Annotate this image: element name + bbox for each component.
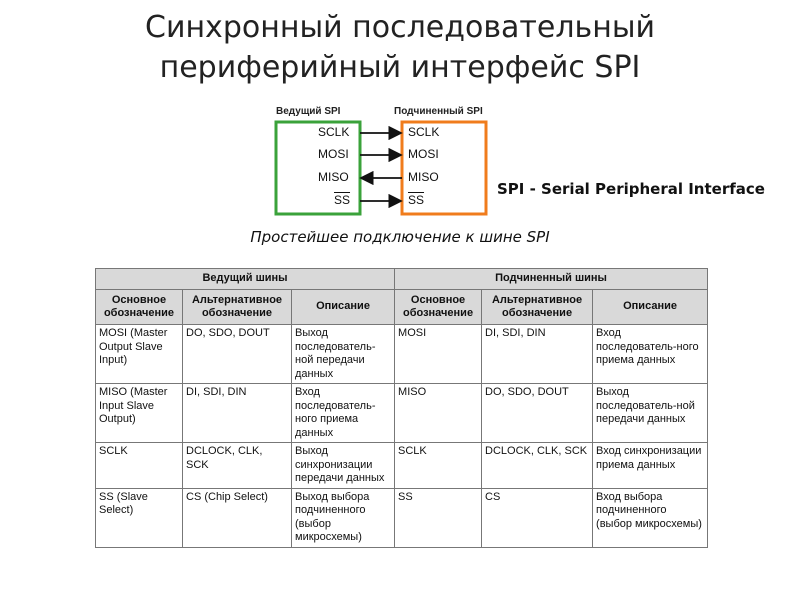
column-header: Основное обозначение [395,290,482,325]
table-cell: Выход последователь-ной передачи данных [593,384,708,443]
table-cell: CS [482,488,593,547]
table-cell: MOSI (Master Output Slave Input) [96,325,183,384]
column-header: Альтернативное обозначение [183,290,292,325]
table-cell: Вход синхронизации приема данных [593,443,708,489]
master-title: Ведущий SPI [276,106,341,117]
table-cell: Вход выбора подчиненного (выбор микросхемы) [593,488,708,547]
table-cell: DCLOCK, CLK, SCK [482,443,593,489]
spi-signals-table [95,268,708,548]
spi-full-name: SPI - Serial Peripheral Interface [497,180,765,198]
table-cell: MISO [395,384,482,443]
slave-signal-sclk: SCLK [408,125,440,139]
table-cell: SCLK [96,443,183,489]
spi-connection-diagram [268,100,498,220]
table-cell: Выход последователь-ной передачи данных [292,325,395,384]
page-title [0,8,800,88]
diagram-graphics [268,100,498,220]
slave-signal-miso: MISO [408,170,439,184]
title-line-2: периферийный интерфейс SPI [159,50,641,85]
master-signal-mosi: MOSI [318,147,349,161]
table-cell: DO, SDO, DOUT [482,384,593,443]
table-row [96,384,708,443]
table-cell: MISO (Master Input Slave Output) [96,384,183,443]
master-signal-ss: $\overline{SS}$ [334,193,351,207]
column-header: Описание [292,290,395,325]
table-cell: DI, SDI, DIN [482,325,593,384]
column-header: Описание [593,290,708,325]
table-cell: Выход выбора подчиненного (выбор микросхемы) [292,488,395,547]
table-group-header-row [96,269,708,290]
table-cell: DCLOCK, CLK, SCK [183,443,292,489]
table-row [96,488,708,547]
slave-title: Подчиненный SPI [394,106,483,117]
master-signal-miso: MISO [318,170,349,184]
slave-signal-ss: $\overline{SS}$ [408,193,425,207]
column-header: Основное обозначение [96,290,183,325]
table-cell: Вход последователь-ного приема данных [292,384,395,443]
table-sub-header-row [96,290,708,325]
table-cell: Вход последователь-ного приема данных [593,325,708,384]
table-cell: DO, SDO, DOUT [183,325,292,384]
table-cell: CS (Chip Select) [183,488,292,547]
title-line-1: Синхронный последовательный [145,10,655,45]
slave-signal-mosi: MOSI [408,147,439,161]
diagram-caption: Простейшее подключение к шине SPI [250,228,550,246]
table-cell: Выход синхронизации передачи данных [292,443,395,489]
table-cell: SCLK [395,443,482,489]
master-signal-sclk: SCLK [318,125,350,139]
table-cell: SS (Slave Select) [96,488,183,547]
table-cell: DI, SDI, DIN [183,384,292,443]
table-row [96,325,708,384]
table-row [96,443,708,489]
column-header: Альтернативное обозначение [482,290,593,325]
master-group-header: Ведущий шины [96,269,395,290]
table-cell: MOSI [395,325,482,384]
table-cell: SS [395,488,482,547]
slave-group-header: Подчиненный шины [395,269,708,290]
